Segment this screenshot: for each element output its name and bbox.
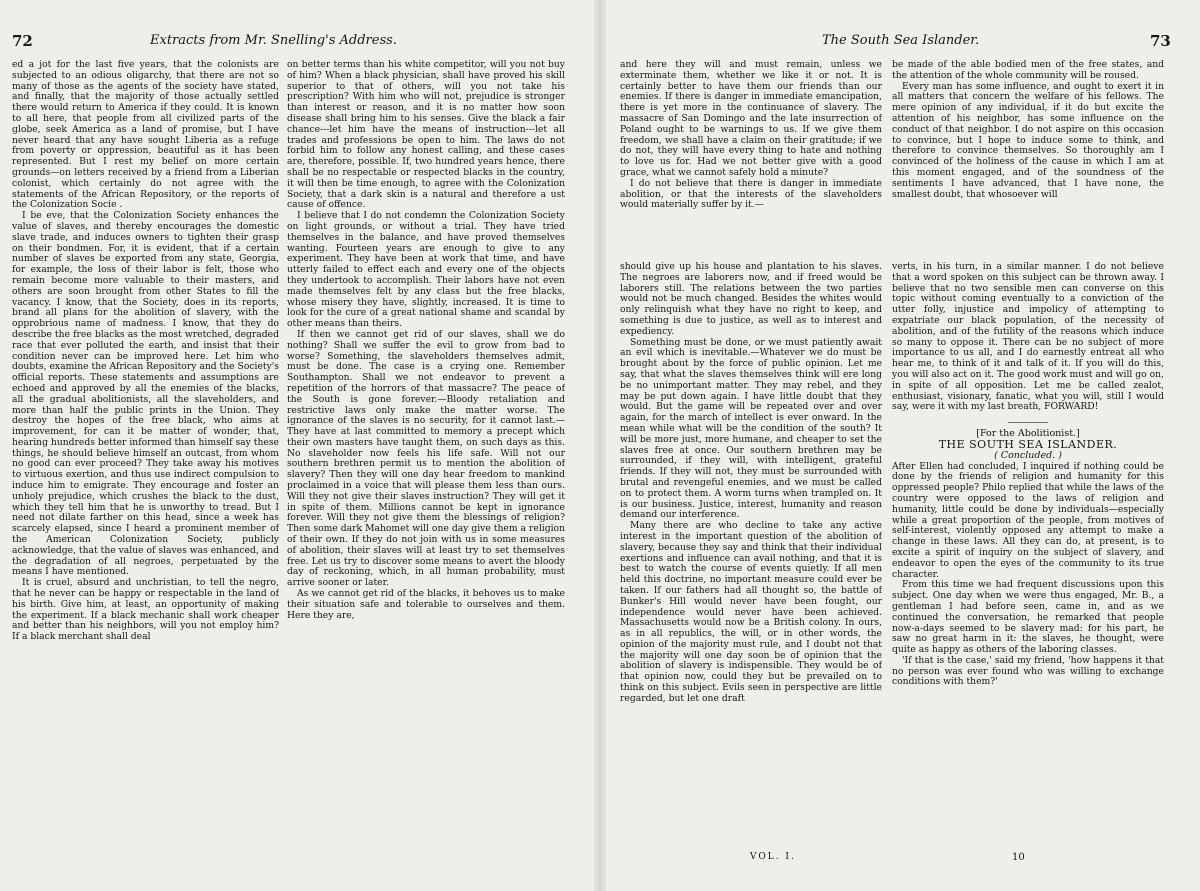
right-upper-column-1 <box>620 60 882 258</box>
left-col1-text <box>12 60 279 643</box>
paragraph: should give up his house and plantation to his slaves. The negroes are laborers now, and if freed would be laborers still. The relations between the two parties would not be much changed. Besides the whites would only relinquish what they have no right to keep, and something is due to justice, as well as to interest and expediency. <box>620 262 882 337</box>
right-page-number: 73 <box>1150 32 1171 50</box>
left-col2-text <box>287 60 565 621</box>
left-column-1 <box>12 60 279 840</box>
paragraph: Many there are who decline to take any active interest in the important question of the abolition of slavery, because they say and think that their individual exertions and influence can avail nothing, and that it is best to watch the course of events quietly. If all men held this doctrine, no important measure could ever be taken. If our fathers had all thought so, the battle of Bunker's Hill would never have been fought, our independence would never have been achieved. Massachusetts would now be a British colony. In ours, as in all republics, the will, or in other words, the opinion of the majority must rule, and I doubt not that the majority will one day soon be of opinion that the abolition of slavery is indispensible. They would be of that opinion now, could they but be prevailed on to think on this subject. Evils seen in perspective are little regarded, but let one draft <box>620 520 882 704</box>
right-upper-col2-text <box>892 60 1164 200</box>
left-column-2 <box>287 60 565 840</box>
footer-volume: VOL. I. <box>750 852 796 862</box>
paragraph: I do not believe that there is danger in immediate abolition, or that the interests of the slaveholders would materially suffer by it.— <box>620 177 882 211</box>
paragraph: I be eve, that the Colonization Society enhances the value of slaves, and thereby encourages the domestic slave trade, and induces owners to tighten their grasp on their bondmen. For, it is evident, that if a certain number of slaves be exported from any state, Georgia, for example, the loss of their labor is felt, those who remain become more valuable to their masters, and others are soon brought from other States to fill the vacancy. I know, that the Society, does in its reports, brand all plans for the abolition of slavery, with the opprobrious name of madness. I know, that they do describe the free blacks as the most wretched, degraded race that ever polluted the earth, and insist that their condition never can be improved here. Let him who doubts, examine the African Repository and the Society's official reports. These statements and assumptions are echoed and approved by all the enemies of the blacks, all the gradual abolitionists, all the slaveholders, and more than half the public prints in the Union. They destroy the hopes of the free black, who aims at improvement, for can it be matter of wonder, that, hearing hundreds better informed than himself say these things, he should believe himself an outcast, from whom no good can ever proceed? They take away his motives to virtuous exertion, and thus use indirect compulsion to induce him to emigrate. They encourage and foster an unholy prejudice, which crushes the black to the dust, which they tell him that he is unworthy to tread. But I need not dilate farther on this head, since a week has scarcely elapsed, since I heard a prominent member of the American Colonization Society, publicly acknowledge, that the value of slaves was enhanced, and the degradation of all negroes, perpetuated by the means I have mentioned. <box>12 210 279 578</box>
paragraph: From this time we had frequent discussions upon this subject. One day when we were thus engaged, Mr. B., a gentleman I had before seen, came in, and as we continued the conversation, he remarked that people now-a-days seemed to be slavery mad: for his part, he saw no great harm in it: the slaves, he thought, were quite as happy as others of the laboring classes. <box>892 579 1164 656</box>
source-note: [For the Abolitionist.] <box>976 428 1080 440</box>
article-title: THE SOUTH SEA ISLANDER. <box>938 437 1118 451</box>
paragraph: on better terms than his white competitor, will you not buy of him? When a black physician, shall have proved his skill superior to that of others, will you not take his prescription? With him who will not, prejudice is stronger than interest or reason, and it is no matter how soon disease shall bring him to his senses. Give the black a fair chance---let him have the means of instruction---let all trades and professions be open to him. The laws do not forbid him to follow any honest calling, and these cases are, therefore, possible. If, two hundred years hence, there shall be no respectable or respected blacks in the country, it will then be time enough, to agree with the Colonization Society, that a dark skin is a natural and therefore a ust cause of offence. <box>287 60 565 211</box>
right-lower-column-2 <box>892 262 1164 846</box>
paragraph: After Ellen had concluded, I inquired if nothing could be done by the friends of religion and humanity for this oppressed people? Philo replied that while the laws of the country were opposed to the laws of religion and humanity, little could be done by individuals—especially while a great proportion of the people, from motives of self-interest, violently opposed any attempt to make a change in these laws. All they can do, at present, is to excite a spirit of inquiry on the subject of slavery, and endeavor to open the eyes of the community to its true character. <box>892 460 1164 580</box>
paragraph: ed a jot for the last five years, that the colonists are subjected to an odious oligarchy, that there are not so many of those as the agents of the society have stated, and finally, that the majority of those actually settled there would return to America if they could. It is known to all here, that people from all civilized parts of the globe, seek America as a land of promise, but I have never heard that any have sought Liberia as a refuge from poverty or oppression, beautiful as it has been represented. But I rest my belief on more certain grounds—on letters received by a friend from a Liberian colonist, which certainly do not agree with the statements of the African Repository, or the reports of the Colonization Socie . <box>12 60 279 211</box>
left-running-title: Extracts from Mr. Snelling's Address. <box>150 33 397 48</box>
paragraph: 'If that is the case,' said my friend, 'how happens it that no person was ever found who was willing to exchange conditions with them?' <box>892 654 1164 688</box>
paragraph: and here they will and must remain, unless we exterminate them, whether we like it or not. It is certainly better to have them our friends than our enemies. If there is danger in immediate emancipation, there is yet more in the continuance of slavery. The massacre of San Domingo and the late insurrection of Poland ought to be warnings to us. If we give them freedom, we shall have a claim on their gratitude; if we do not, they will have every thing to hate and nothing to love us for. Had we not better give with a good grace, what we cannot safely hold a minute? <box>620 60 882 178</box>
paragraph: As we cannot get rid of the blacks, it behoves us to make their situation safe and tolerable to ourselves and them. Here they are, <box>287 588 565 621</box>
section-divider <box>1008 422 1048 423</box>
right-upper-column-2 <box>892 60 1164 258</box>
right-lower-column-1 <box>620 262 882 846</box>
paragraph: It is cruel, absurd and unchristian, to tell the negro, that he never can be happy or respectable in the land of his birth. Give him, at least, an opportunity of making the experiment. If a black mechanic shall work cheaper and better than his neighbors, will you not employ him? If a black merchant shall deal <box>12 577 279 643</box>
right-lower-col1-text <box>620 262 882 705</box>
paragraph: be made of the able bodied men of the free states, and the attention of the whole community will be roused. <box>892 60 1164 81</box>
right-running-title: The South Sea Islander. <box>822 33 980 48</box>
paragraph: Something must be done, or we must patiently await an evil which is inevitable.—Whatever we do must be brought about by the force of public opinion. Let me say, that what the slaves themselves think will ere long be no unimportant matter. They may rebel, and they may be put down again. I have little doubt that they would. But the game will be repeated over and over again, for the march of intellect is ever onward. In the mean while what will be the condition of the south? It will be more just, more humane, and cheaper to set the slaves free at once. Our southern brethren may be surrounded, if they will, with intelligent, grateful friends. If they will not, they must be surrounded with brutal and revengeful enemies, and we must be called on to protect them. A worm turns when trampled on. It is our business. Justice, interest, humanity and reason demand our interference. <box>620 336 882 521</box>
left-page-number: 72 <box>12 32 33 50</box>
article-subtitle: ( Concluded. ) <box>994 449 1062 461</box>
right-upper-col1-text <box>620 60 882 211</box>
right-lower-col2-top-text <box>892 262 1164 413</box>
footer-signature: 10 <box>1012 852 1025 863</box>
right-page <box>600 0 1200 891</box>
paragraph: verts, in his turn, in a similar manner. I do not believe that a word spoken on this subject can be thrown away. I believe that no two sensible men can converse on this topic without coming eventually to a conviction of the utter folly, injustice and impolicy of attempting to expatriate our black population, of the necessity of abolition, and of the futility of the reasons which induce so many to oppose it. There can be no subject of more importance to us all, and I do earnestly entreat all who hear me, to think of it and talk of it. If you will do this, you will also act on it. The good work must and will go on, in spite of all opposition. Let me be called zealot, enthusiast, visionary, fanatic, what you will, still I would say, were it with my last breath, FORWARD! <box>892 262 1164 413</box>
paragraph: I believe that I do not condemn the Colonization Society on light grounds, or without a trial. They have tried themselves in the balance, and have proved themselves wanting. Fourteen years are enough to give to any experiment. They have been at work that time, and have utterly failed to effect each and every one of the objects they undertook to accomplish. Their labors have not even made themselves felt by any class but the free blacks, whose misery they have, slightly, increased. It is time to look for the cure of a great national shame and scandal by other means than theirs. <box>287 210 565 330</box>
paragraph: If then we cannot get rid of our slaves, shall we do nothing? Shall we suffer the evil to grow from bad to worse? Something, the slaveholders themselves admit, must be done. The case is a crying one. Remember Southampton. Shall we not endeavor to prevent a repetition of the horrors of that massacre? The peace of the South is gone forever.—Bloody retaliation and restrictive laws only make the matter worse. The ignorance of the slaves is no security, for it cannot last.—They have at last committed to memory a precept which their own masters have taught them, on such days as this. No slaveholder now feels his life safe. Will not our southern brethren permit us to mention the abolition of slavery? Then they will one day hear freedom to mankind proclaimed in a voice that will please them less than ours. Will they not give their slaves instruction? They will get it in spite of them. Millions cannot be kept in ignorance forever. Will they not give them the blessings of religion? Then some dark Mahomet will one day give them a religion of their own. If they do not join with us in some measures of abolition, their slaves will at least try to set themselves free. Let us try to discover some means to avert the bloody day of reckoning, which, in all human probability, must arrive sooner or later. <box>287 328 565 589</box>
paragraph: Every man has some influence, and ought to exert it in all matters that concern the welfare of his fellows. The mere opinion of any individual, if it do but excite the attention of his neighbor, has some influence on the conduct of that neighbor. I do not aspire on this occasion to convince, but I hope to induce some to think, and therefore to convince themselves. So thoroughly am I convinced of the holiness of the cause in which I am at this moment engaged, and of the soundness of the sentiments I have advanced, that I have none, the smallest doubt, that whosoever will <box>892 80 1164 200</box>
right-lower-col2-article-text <box>892 462 1164 689</box>
